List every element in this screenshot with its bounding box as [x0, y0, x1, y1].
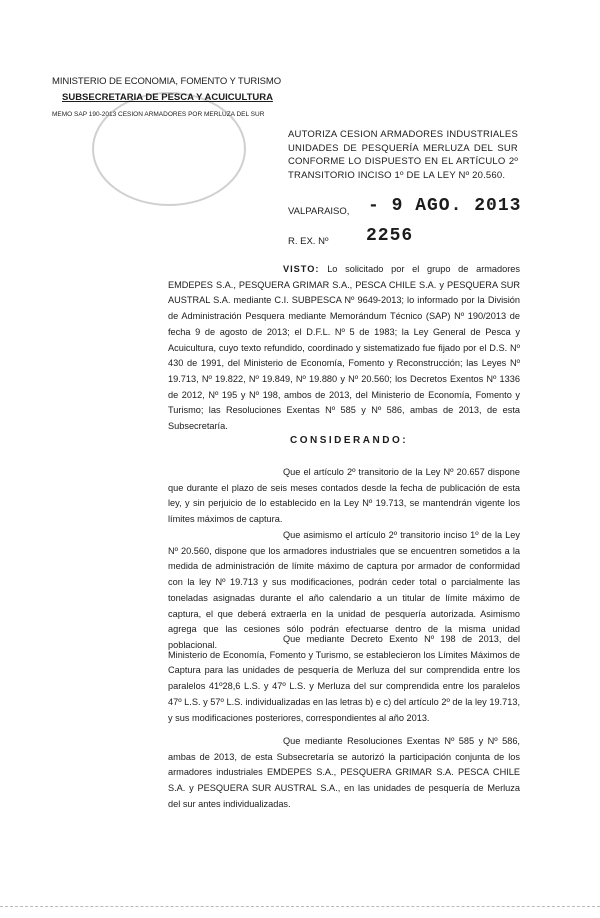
rex-label: R. EX. Nº: [288, 236, 329, 247]
document-subject: AUTORIZA CESION ARMADORES INDUSTRIALES UNIDADES DE PESQUERÍA MERLUZA DEL SUR CONFORME LO DISPUESTO EN EL ARTÍCULO 2º TRANSITORIO INCISO 1º DE LA LEY Nº 20.560.: [288, 129, 518, 181]
considerando-text-3: Que mediante Decreto Exento Nº 198 de 2013, del Ministerio de Economía, Fomento y Turismo, se establecieron los Límites Máximos de Captura para las unidades de pesquería de Merluza del sur comprendida entre los paralelos 41º28,6 L.S. y 47º L.S. y Merluza del sur comprendida entre los paralelos 47º L.S. y 57º L.S. individualizadas en las letras b) e c) del artículo 2º de la ley 19.713, y sus modificaciones posteriores, correspondientes al año 2013.: [168, 634, 520, 723]
considerando-paragraph-3: [168, 632, 520, 726]
rex-number: 2256: [366, 226, 414, 246]
memo-reference: MEMO SAP 190-2013 CESION ARMADORES POR MERLUZA DEL SUR: [52, 111, 265, 118]
considerando-text-1: Que el artículo 2º transitorio de la Ley Nº 20.657 dispone que durante el plazo de seis meses contados desde la fecha de publicación de esta ley, y sin perjuicio de lo establecido en la Ley Nº 19.713, se mantendrán vigente los límites máximos de captura.: [168, 467, 520, 525]
considerando-text-2: Que asimismo el artículo 2º transitorio inciso 1º de la Ley Nº 20.560, dispone que los armadores industriales que se encuentren sometidos a la medida de administración de límite máximo de captura por armador de conformidad con la ley Nº 19.713 y sus modificaciones, podrán ceder total o parcialmente las toneladas asignadas durante el año calendario a un titular de límite máximo de captura, el que deberá extraerla en la unidad de pesquería autorizada. Asimismo agrega que las cesiones sólo podrán efectuarse dentro de la misma unidad poblacional.: [168, 530, 520, 650]
date-label: VALPARAISO,: [288, 206, 350, 217]
visto-paragraph: [168, 262, 520, 435]
considerando-paragraph-1: [168, 465, 520, 528]
considerando-paragraph-4: [168, 734, 520, 813]
considerando-title: CONSIDERANDO:: [290, 435, 409, 446]
ministry-header: MINISTERIO DE ECONOMIA, FOMENTO Y TURISMO: [52, 76, 282, 87]
subsecretaria-header: SUBSECRETARIA DE PESCA Y ACUICULTURA: [62, 92, 273, 103]
visto-lead: VISTO:: [283, 264, 320, 274]
page-bottom-rule: [0, 906, 600, 908]
considerando-text-4: Que mediante Resoluciones Exentas Nº 585 y Nº 586, ambas de 2013, de esta Subsecretaría se autorizó la participación conjunta de los armadores industriales EMDEPES S.A., PESQUERA GRIMAR S.A. PESCA CHILE S.A. y PESQUERA SUR AUSTRAL S.A., en las unidades de pesquería de Merluza del sur antes individualizadas.: [168, 736, 520, 809]
date-stamp: - 9 AGO. 2013: [368, 196, 522, 216]
visto-text: Lo solicitado por el grupo de armadores EMDEPES S.A., PESQUERA GRIMAR S.A., PESCA CHILE S.A. y PESQUERA SUR AUSTRAL S.A. mediante C.I. SUBPESCA Nº 9649-2013; lo informado por la División de Administración Pesquera mediante Memorándum Técnico (SAP) Nº 190/2013 de fecha 9 de agosto de 2013; el D.F.L. Nº 5 de 1983; la Ley General de Pesca y Acuicultura, cuyo texto refundido, coordinado y sistematizado fue fijado por el D.S. Nº 430 de 1991, del Ministerio de Economía, Fomento y Reconstrucción; las Leyes Nº 19.713, Nº 19.822, Nº 19.849, Nº 19.880 y Nº 20.560; los Decretos Exentos Nº 1336 de 2012, Nº 195 y Nº 198, ambos de 2013, del Ministerio de Economía, Fomento y Turismo; las Resoluciones Exentas Nº 585 y Nº 586, ambas de 2013, de esta Subsecretaría.: [168, 264, 520, 432]
